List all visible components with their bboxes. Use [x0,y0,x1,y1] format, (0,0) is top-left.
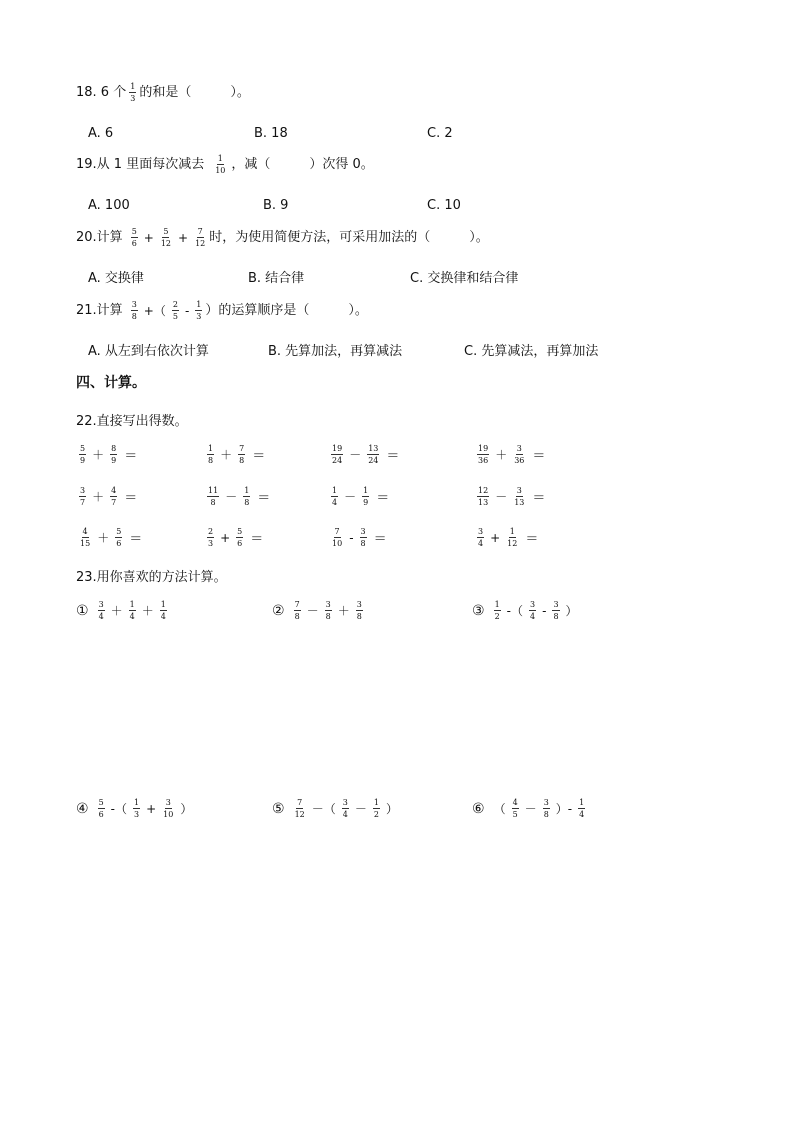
fraction: $\frac{3}{10}$ [163,798,174,819]
fraction: $\frac{7}{8}$ [294,600,300,621]
q18-option-c[interactable]: C. 2 [427,126,453,141]
fraction: $\frac{1}{4}$ [160,600,166,621]
operator: － [524,802,537,816]
operator: － [306,604,319,618]
fraction: $\frac{4}{5}$ [512,798,518,819]
q19-suffix: ，减（ ）次得 0。 [231,156,374,172]
operator: - [542,603,547,618]
fraction: $\frac{7}{10}$ [332,527,343,548]
q22-expression [204,486,270,507]
fraction: $\frac{12}{13}$ [478,486,489,507]
fraction: $\frac{3}{4}$ [342,798,348,819]
q19-option-b[interactable]: B. 9 [263,198,289,213]
operator: + [146,801,157,816]
q22-expression [328,444,399,465]
q20-prefix: 20.计算 [76,229,123,245]
operator: ）- [555,802,573,816]
fraction: $\frac{3}{7}$ [80,486,86,507]
operator: －（ [311,802,336,816]
q23-exercise [76,600,170,621]
fraction: $\frac{8}{9}$ [111,444,117,465]
q20-operator-2: + [178,230,189,245]
fraction: $\frac{1}{2}$ [373,798,379,819]
q22-expression [204,527,263,548]
q20-option-a[interactable]: A. 交换律 [88,271,144,286]
operator: ） [385,802,398,816]
equals-sign: ＝ [525,532,539,547]
operator: ＋ [337,604,350,618]
q22-expression [474,444,545,465]
operator: + [490,530,501,545]
section-heading-4: 四、计算。 [76,375,146,391]
q20-option-b[interactable]: B. 结合律 [248,271,305,286]
fraction: $\frac{1}{4}$ [332,486,338,507]
operator: － [344,490,357,504]
operator: ） [180,802,193,816]
q22-expression [76,486,137,507]
fraction: $\frac{7}{12}$ [294,798,305,819]
fraction: $\frac{3}{36}$ [514,444,525,465]
operator: ＋ [220,448,233,462]
operator: -（ [506,604,523,618]
fraction: $\frac{19}{36}$ [478,444,489,465]
operator: － [225,490,238,504]
operator: ＋ [141,604,154,618]
q22-expression [474,527,538,548]
operator: ＋ [97,531,110,545]
q19-option-c[interactable]: C. 10 [427,198,461,213]
item-number: ④ [76,800,89,817]
q21-option-a[interactable]: A. 从左到右依次计算 [88,344,209,359]
q21-option-b[interactable]: B. 先算加法，再算减法 [268,344,403,359]
q18-prefix: 18. 6 个 [76,84,127,100]
fraction: $\frac{3}{8}$ [360,527,366,548]
equals-sign: ＝ [532,449,546,464]
q21-operator-1: +（ [143,303,166,318]
fraction: $\frac{4}{7}$ [111,486,117,507]
equals-sign: ＝ [257,491,271,506]
q22-expression [76,527,142,548]
q20-fraction-3: $\frac{7}{12}$ [195,227,206,248]
equals-sign: ＝ [129,532,143,547]
equals-sign: ＝ [373,532,387,547]
operator: ＋ [110,604,123,618]
item-number: ① [76,602,89,619]
q19-option-a[interactable]: A. 100 [88,198,130,213]
q20-suffix: 时，为使用简便方法，可采用加法的（ ）。 [209,229,489,245]
fraction: $\frac{3}{13}$ [514,486,525,507]
fraction: $\frac{3}{8}$ [553,600,559,621]
equals-sign: ＝ [252,449,266,464]
item-number: ⑥ [472,800,485,817]
q19-fraction: $\frac{1}{10}$ [215,154,226,175]
q21-fraction-1: $\frac{3}{8}$ [131,300,137,321]
operator: -（ [110,802,127,816]
question-19 [76,154,374,175]
q21-fraction-2: $\frac{2}{5}$ [172,300,178,321]
equals-sign: ＝ [124,449,138,464]
q22-expression [328,486,389,507]
fraction: $\frac{3}{4}$ [530,600,536,621]
q23-exercise [472,798,588,819]
fraction: $\frac{1}{4}$ [579,798,585,819]
fraction: $\frac{3}{8}$ [356,600,362,621]
q21-suffix: ）的运算顺序是（ ）。 [205,302,368,318]
operator: （ [493,802,506,816]
q21-operator-2: - [184,303,190,318]
fraction: $\frac{5}{9}$ [80,444,86,465]
q18-suffix: 的和是（ ）。 [139,84,250,100]
fraction: $\frac{3}{8}$ [325,600,331,621]
q23-exercise [272,798,401,819]
q19-prefix: 19.从 1 里面每次减去 [76,156,205,172]
question-18 [76,82,250,103]
q18-fraction: $\frac{1}{3}$ [130,82,136,103]
equals-sign: ＝ [386,449,400,464]
q21-option-c[interactable]: C. 先算减法，再算加法 [464,344,599,359]
operator: － [495,490,508,504]
item-number: ⑤ [272,800,285,817]
q21-prefix: 21.计算 [76,302,123,318]
q22-expression [328,527,387,548]
q18-option-b[interactable]: B. 18 [254,126,288,141]
q22-expression [76,444,137,465]
operator: + [220,530,231,545]
equals-sign: ＝ [124,491,138,506]
fraction: $\frac{2}{3}$ [208,527,214,548]
q18-option-a[interactable]: A. 6 [88,126,114,141]
fraction: $\frac{7}{8}$ [239,444,245,465]
fraction: $\frac{13}{24}$ [368,444,379,465]
question-20 [76,227,489,248]
fraction: $\frac{5}{6}$ [237,527,243,548]
fraction: $\frac{1}{3}$ [134,798,140,819]
fraction: $\frac{1}{4}$ [129,600,135,621]
q23-exercise [76,798,195,819]
operator: ） [565,604,578,618]
fraction: $\frac{1}{12}$ [507,527,518,548]
fraction: $\frac{1}{9}$ [363,486,369,507]
equals-sign: ＝ [532,491,546,506]
question-23-title: 23.用你喜欢的方法计算。 [76,570,227,585]
q22-expression [204,444,265,465]
question-21 [76,300,368,321]
q21-fraction-3: $\frac{1}{3}$ [196,300,202,321]
operator: ＋ [92,490,105,504]
fraction: $\frac{3}{4}$ [478,527,484,548]
fraction: $\frac{11}{8}$ [208,486,219,507]
q20-operator-1: + [143,230,154,245]
q22-expression [474,486,545,507]
operator: － [354,802,367,816]
fraction: $\frac{3}{4}$ [98,600,104,621]
operator: ＋ [495,448,508,462]
question-22-title: 22.直接写出得数。 [76,414,188,429]
fraction: $\frac{1}{8}$ [244,486,250,507]
fraction: $\frac{3}{8}$ [543,798,549,819]
fraction: $\frac{4}{15}$ [80,527,91,548]
operator: ＋ [92,448,105,462]
item-number: ③ [472,602,485,619]
operator: - [349,530,354,545]
fraction: $\frac{5}{6}$ [98,798,104,819]
item-number: ② [272,602,285,619]
operator: － [349,448,362,462]
fraction: $\frac{5}{6}$ [116,527,122,548]
q20-option-c[interactable]: C. 交换律和结合律 [410,271,519,286]
equals-sign: ＝ [250,532,264,547]
q23-exercise [272,600,366,621]
q20-fraction-1: $\frac{5}{6}$ [131,227,137,248]
equals-sign: ＝ [376,491,390,506]
fraction: $\frac{19}{24}$ [332,444,343,465]
fraction: $\frac{1}{8}$ [208,444,214,465]
q20-fraction-2: $\frac{5}{12}$ [160,227,172,248]
fraction: $\frac{1}{2}$ [494,600,500,621]
q23-exercise [472,600,581,621]
